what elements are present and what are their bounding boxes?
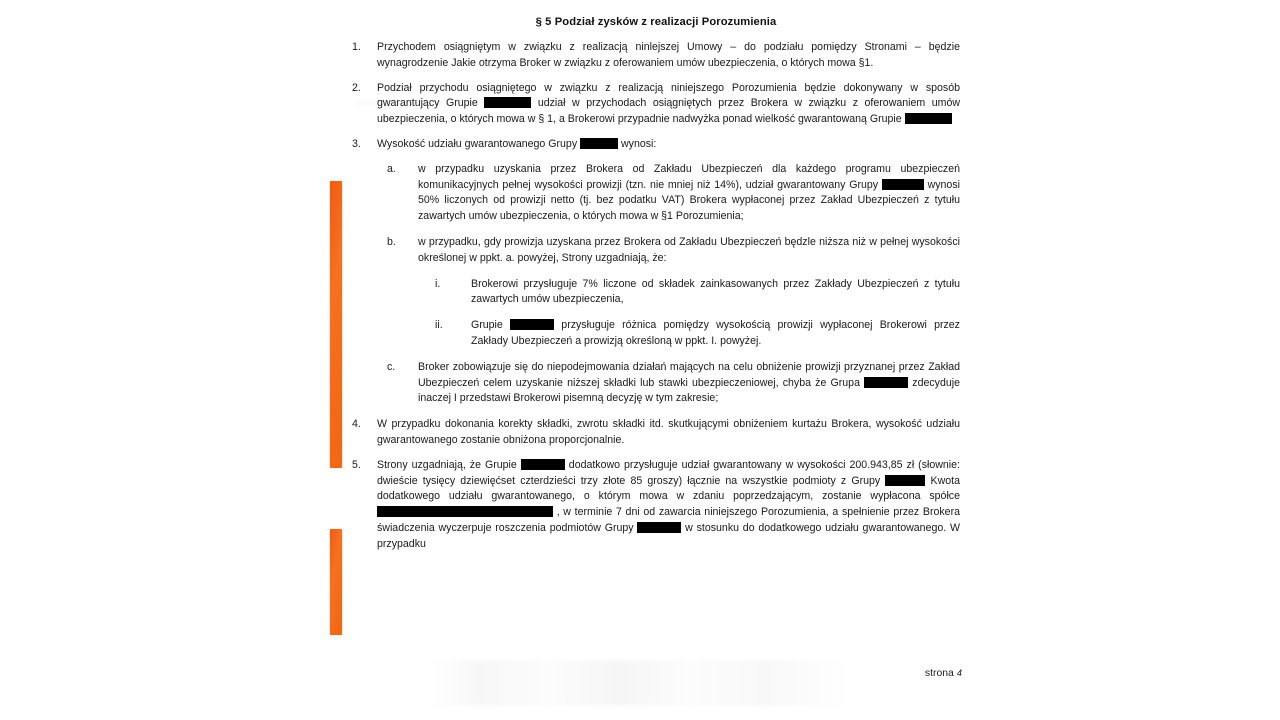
clause-text: [418, 360, 960, 407]
redaction-block: [484, 97, 531, 108]
clause-text: [377, 417, 960, 449]
clause-text-run: Podział przychodu osiągniętego w związku z realizacją niniejszego Porozumienia będzie dokonywany w sposób gwarantujący Grupie: [377, 81, 960, 110]
clause-sublist: [352, 162, 960, 407]
page-title: § 5 Podział zysków z realizacji Porozumienia: [535, 16, 777, 28]
clause-text-run: w stosunku do dodatkowego udziału gwarantowanego. W przypadku: [377, 521, 960, 550]
clause-text: [377, 40, 960, 72]
clause-marker: b.: [387, 235, 396, 248]
clause-text-run: Przychodem osiągniętym w związku z realizacją ninlejszej Umowy – do podziału pomiędzy Stronami – będzie wynagrodzenie Jakie otrzyma Broker w związku z oferowaniem umów ubezpieczenia, o których mowa §1.: [377, 41, 960, 69]
clause-marker: 4.: [352, 418, 361, 431]
redaction-block: [905, 113, 952, 124]
footer-page-number: 4: [956, 668, 962, 679]
clause-item: [352, 137, 960, 153]
clause-text: [377, 458, 960, 553]
clause-item: [352, 417, 960, 449]
clause-item: [352, 360, 960, 407]
clause-text-run: udział w przychodach osiągniętych przez Brokera w związku z oferowaniem umów ubezpieczenia, o których mowa w § 1, a Brokerowi przypadnie nadwyżka ponad wielkość gwarantowaną Grupie: [377, 97, 960, 126]
redaction-block: [637, 522, 681, 533]
clause-text: [377, 81, 960, 128]
clause-text-run: Wysokość udziału gwarantowanego Grupy: [377, 137, 578, 150]
margin-bar-upper: [330, 181, 342, 468]
footer-label: strona: [924, 668, 954, 679]
redaction-block: [521, 459, 565, 470]
page-footer: [925, 668, 962, 679]
redaction-block: [885, 475, 925, 486]
clause-item: [352, 40, 960, 72]
clause-text-run: Strony uzgadniają, że Grupie: [377, 458, 517, 471]
clause-marker: 5.: [352, 458, 361, 471]
redaction-block: [580, 138, 618, 149]
clause-marker: 1.: [352, 41, 361, 53]
clause-marker: ii.: [435, 319, 443, 332]
margin-bar-lower: [330, 529, 342, 635]
clause-item: [352, 162, 960, 225]
clause-marker: a.: [387, 162, 396, 175]
redaction-block: [377, 506, 553, 517]
clause-text: [377, 137, 960, 153]
clause-item: [352, 235, 960, 267]
clause-text-run: w przypadku uzyskania przez Brokera od Zakładu Ubezpieczeń dla każdego programu ubezpieczeń komunikacyjnych pełnej wysokości prowizji (tzn. nie mniej niż 14%), udział gwarantowany Grupy: [418, 162, 960, 191]
document-body: [352, 16, 960, 562]
clause-marker: c.: [387, 360, 396, 373]
clause-text-run: wynosi:: [621, 137, 657, 150]
clause-item: [352, 277, 960, 309]
clause-marker: 3.: [352, 137, 361, 150]
clause-text-run: Broker zobowiązuje się do niepodejmowania działań mających na celu obniżenie prowizji przyznanej przez Zakład Ubezpieczeń celem uzyskanie niższej składki lub stawki ubezpieczeniowej, chyba że Grupa: [418, 360, 960, 389]
clause-text-run: Grupie: [471, 319, 503, 332]
clause-text: [471, 277, 960, 309]
scan-artifact-smudge: [430, 660, 850, 706]
clause-item: [352, 458, 960, 553]
numbered-clause-list: [352, 40, 960, 553]
clause-item: [352, 318, 960, 350]
redaction-block: [864, 377, 908, 388]
clause-text-run: przysługuje różnica pomiędzy wysokością prowizji wypłaconej Brokerowi przez Zakłady Ubezpieczeń a prowizją określoną w ppkt. I. powyżej.: [471, 319, 960, 347]
clause-text-run: , w terminie 7 dni od zawarcia niniejszego Porozumienia, a spełnienie przez Brokera świadczenia wyczerpuje roszczenia podmiotów Grupy: [377, 506, 960, 534]
clause-text: [471, 318, 960, 350]
clause-text-run: W przypadku dokonania korekty składki, zwrotu składki itd. skutkującymi obniżeniem kurtażu Brokera, wysokość udziału gwarantowanego zostanie obniżona proporcjonalnie.: [377, 418, 960, 446]
clause-sublist: [352, 277, 960, 350]
clause-text-run: zdecyduje inaczej I przedstawi Brokerowi pisemną decyzję w tym zakresie;: [418, 376, 960, 405]
clause-text-run: Brokerowi przysługuje 7% liczone od składek zainkasowanych przez Zakłady Ubezpieczeń z tytułu zawartych umów ubezpieczenia,: [471, 277, 960, 306]
redaction-block: [882, 179, 924, 190]
clause-text-run: dodatkowo przysługuje udział gwarantowany w wysokości 200.943,85 zł (słownie: dwieście tysięcy dziewięćset czterdzieści trzy złote 85 groszy) łącznie na wszystkie podmioty z Grupy: [377, 458, 960, 487]
clause-text-run: w przypadku, gdy prowizja uzyskana przez Brokera od Zakładu Ubezpieczeń będzle niższa niż w pełnej wysokości określonej w ppkt. a. powyżej, Strony uzgadniają, że:: [418, 235, 960, 264]
clause-text-run: wynosi 50% liczonych od prowizji netto (tj. bez podatku VAT) Brokera wypłaconej przez Zakład Ubezpieczeń z tytułu zawartych umów ubezpieczenia, o których mowa w §1 Porozumienia;: [418, 178, 960, 223]
clause-marker: i.: [435, 277, 441, 290]
clause-item: [352, 81, 960, 128]
redaction-block: [510, 319, 554, 330]
clause-text: [418, 162, 960, 225]
clause-marker: 2.: [352, 81, 361, 94]
clause-text: [418, 235, 960, 267]
clause-text-run: Kwota dodatkowego udziału gwarantowanego, o którym mowa w zdaniu poprzedzającym, zostanie wypłacona spółce: [377, 474, 960, 503]
